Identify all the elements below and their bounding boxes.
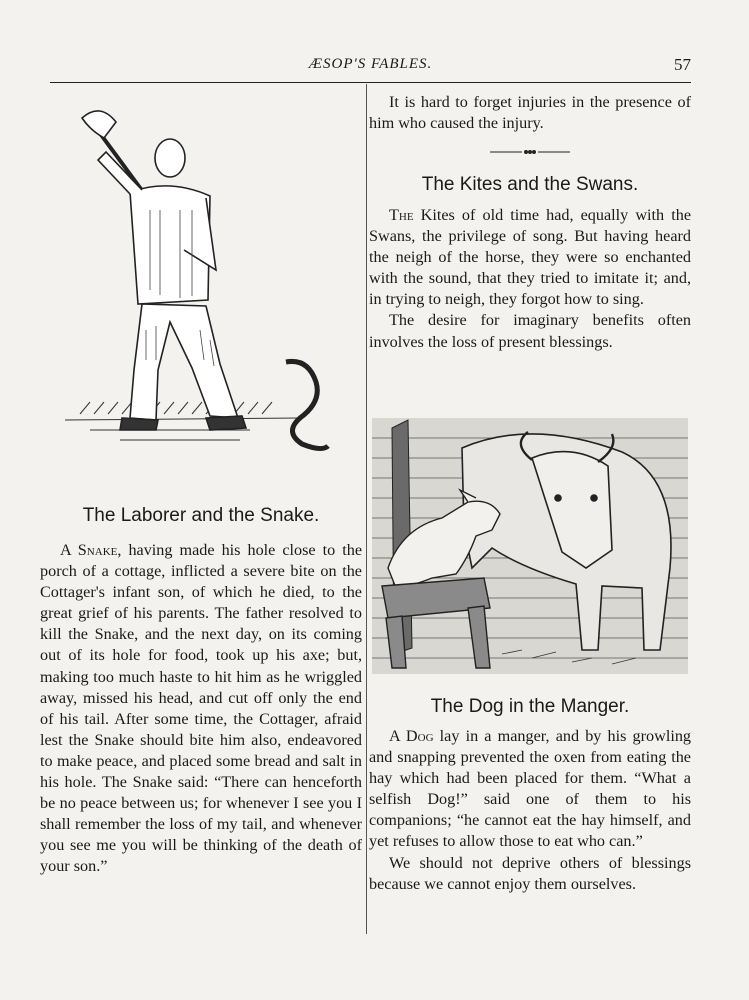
header-rule xyxy=(50,82,691,83)
kites-text xyxy=(369,205,691,353)
dog-body: lay in a manger, and by his growling and snapping prevented the oxen from eating the hay which had been placed for them. “What a selfish Dog!” said one of them to his companions; “he cannot eat the hay himself, and yet refuses to allow those to eat who can.” xyxy=(369,727,692,851)
continuation-moral: It is hard to forget injuries in the presence of him who caused the injury. xyxy=(369,93,691,133)
laborer-body: having made his hole close to the porch of a cottage, inflicted a severe bite on the Cottager's infant son, of which he died, to the great grief of his parents. The father resolved to kill the Snake, and the next day, on its coming out of its hole for food, took up his axe; but, making too much haste to hit him as he wriggled away, missed his head, and cut off only the end of his tail. After some time, the Cottager, afraid lest the Snake should bite him also, endeavored to make peace, and placed some bread and salt in his hole. The Snake said: “There can henceforth be no peace between us; for whenever I see you I shall remember the loss of my tail, and whenever you see me you will be thinking of the death of your son.” xyxy=(40,541,363,876)
dog-title: The Dog in the Manger. xyxy=(430,696,630,717)
kites-moral: The desire for imaginary benefits often involves the loss of present blessings. xyxy=(369,311,691,351)
laborer-title: The Laborer and the Snake. xyxy=(82,505,320,526)
continuation-block xyxy=(369,92,691,134)
page-number: 57 xyxy=(674,55,691,74)
ornament-divider xyxy=(490,146,570,158)
dog-manger-illustration xyxy=(372,418,688,674)
laborer-paragraph xyxy=(40,540,362,878)
dog-paragraph xyxy=(369,726,691,853)
laborer-snake-illustration xyxy=(60,100,360,480)
kites-body: Kites of old time had, equally with the Swans, the privilege of song. But having heard the neigh of the horse, they were so enchanted with the sound, that they tried to imitate it; and, in trying to neigh, they forgot how to sing. xyxy=(369,206,692,309)
running-title: ÆSOP'S FABLES. xyxy=(308,56,433,72)
dog-text xyxy=(369,726,691,895)
dog-lead-word: A Dog xyxy=(389,727,434,745)
laborer-text xyxy=(40,540,362,878)
laborer-lead-word: A Snake, xyxy=(60,541,122,559)
dog-moral: We should not deprive others of blessings because we cannot enjoy them ourselves. xyxy=(369,853,691,893)
kites-title: The Kites and the Swans. xyxy=(421,174,639,195)
kites-paragraph xyxy=(369,205,691,310)
kites-lead-word: The xyxy=(389,206,414,224)
page-header xyxy=(50,56,691,78)
snake xyxy=(286,361,328,448)
column-divider xyxy=(366,84,367,934)
